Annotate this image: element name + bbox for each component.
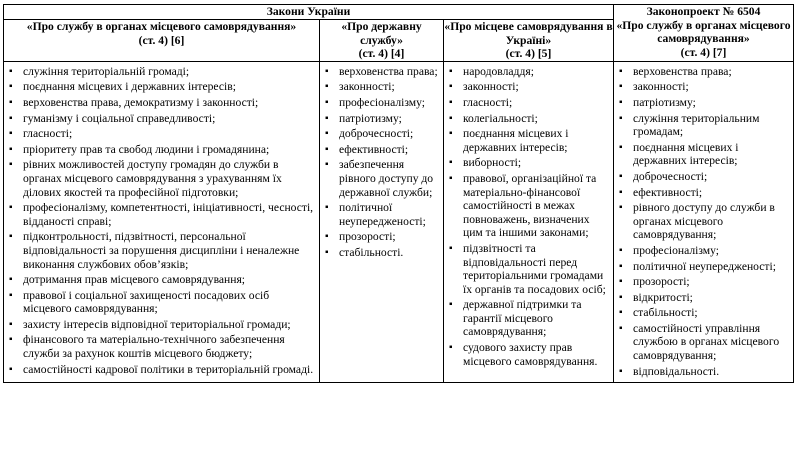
list-item: ▪ підконтрольності, підзвітності, персональної відповідальності за порушення дисципліни і неналежне виконання службових обов’язків; — [8, 230, 315, 271]
list-item: ▪ служіння територіальним громадам; — [618, 112, 791, 139]
list-item: ▪ гласності; — [448, 96, 609, 110]
group-header-row — [4, 5, 794, 20]
list-item: ▪ законності; — [618, 80, 791, 94]
list-item: ▪ гласності; — [8, 127, 315, 141]
list-item: ▪ самостійності управління службою в органах місцевого самоврядування; — [618, 322, 791, 363]
list-item: ▪ судового захисту прав місцевого самоврядування. — [448, 341, 609, 368]
list-item: ▪ колегіальності; — [448, 112, 609, 126]
principles-cell — [320, 61, 444, 382]
list-item: ▪ політичної неупередженості; — [324, 201, 439, 228]
list-item: ▪ верховенства права; — [324, 65, 439, 79]
list-item: ▪ захисту інтересів відповідної територіальної громади; — [8, 318, 315, 332]
list-item: ▪ професіоналізму; — [324, 96, 439, 110]
list-item: ▪ дотримання прав місцевого самоврядування; — [8, 273, 315, 287]
list-item: ▪ виборності; — [448, 156, 609, 170]
list-item: ▪ гуманізму і соціальної справедливості; — [8, 112, 315, 126]
column-article: (ст. 4) [6] — [138, 33, 185, 47]
list-item: ▪ доброчесності; — [324, 127, 439, 141]
list-item: ▪ верховенства права; — [618, 65, 791, 79]
list-item: ▪ правової і соціальної захищеності посадових осіб місцевого самоврядування; — [8, 289, 315, 316]
column-article: (ст. 4) [7] — [680, 45, 727, 59]
bill-number: Законопроект № 6504 — [646, 5, 761, 18]
list-item: ▪ поєднання місцевих і державних інтересів; — [448, 127, 609, 154]
principles-list — [320, 62, 443, 264]
list-item: ▪ патріотизму; — [324, 112, 439, 126]
column-title: «Про державну службу» — [341, 20, 422, 47]
list-item: ▪ законності; — [448, 80, 609, 94]
list-item: ▪ професіоналізму, компетентності, ініціативності, чесності, відданості справі; — [8, 201, 315, 228]
column-article: (ст. 4) [4] — [358, 47, 405, 61]
principles-cell — [614, 61, 794, 382]
list-item: ▪ рівних можливостей доступу громадян до служби в органах місцевого самоврядування з урахуванням їх ділових якостей та професійної підготовки; — [8, 158, 315, 199]
list-item: ▪ рівного доступу до служби в органах місцевого самоврядування; — [618, 201, 791, 242]
list-item: ▪ законності; — [324, 80, 439, 94]
list-item: ▪ відповідальності. — [618, 365, 791, 379]
list-item: ▪ державної підтримки та гарантії місцевого самоврядування; — [448, 298, 609, 339]
list-item: ▪ політичної неупередженості; — [618, 260, 791, 274]
list-item: ▪ відкритості; — [618, 291, 791, 305]
list-item: ▪ патріотизму; — [618, 96, 791, 110]
list-item: ▪ поєднання місцевих і державних інтересів; — [8, 80, 315, 94]
list-item: ▪ доброчесності; — [618, 170, 791, 184]
law-column-header — [444, 20, 614, 62]
bill-column-header — [614, 5, 794, 62]
list-item: ▪ забезпечення рівного доступу до державної служби; — [324, 158, 439, 199]
principles-list — [614, 62, 793, 382]
column-article: (ст. 4) [5] — [505, 47, 552, 61]
list-item: ▪ підзвітності та відповідальності перед територіальними громадами їх органів та посадових осіб; — [448, 242, 609, 296]
laws-group-header: Закони України — [4, 5, 614, 20]
list-item: ▪ прозорості; — [324, 230, 439, 244]
list-item: ▪ ефективності; — [618, 186, 791, 200]
list-item: ▪ народовладдя; — [448, 65, 609, 79]
principles-row — [4, 61, 794, 382]
list-item: ▪ служіння територіальній громаді; — [8, 65, 315, 79]
comparison-table — [3, 4, 794, 383]
list-item: ▪ ефективності; — [324, 143, 439, 157]
column-title: «Про місцеве самоврядування в Україні» — [444, 20, 613, 47]
principles-cell — [444, 61, 614, 382]
law-column-header — [320, 20, 444, 62]
list-item: ▪ пріоритету прав та свобод людини і громадянина; — [8, 143, 315, 157]
list-item: ▪ професіоналізму; — [618, 244, 791, 258]
list-item: ▪ самостійності кадрової політики в територіальній громаді. — [8, 363, 315, 377]
column-title: «Про службу в органах місцевого самоврядування» — [26, 20, 297, 33]
list-item: ▪ прозорості; — [618, 275, 791, 289]
list-item: ▪ верховенства права, демократизму і законності; — [8, 96, 315, 110]
principles-cell — [4, 61, 320, 382]
principles-list — [4, 62, 319, 380]
column-title: «Про службу в органах місцевого самоврядування» — [616, 18, 791, 46]
principles-list — [444, 62, 613, 372]
list-item: ▪ правової, організаційної та матеріально-фінансової самостійності в межах повноважень, визначених цим та іншими законами; — [448, 172, 609, 240]
list-item: ▪ фінансового та матеріально-технічного забезпечення служби за рахунок коштів місцевого бюджету; — [8, 333, 315, 360]
list-item: ▪ стабільності. — [324, 246, 439, 260]
law-column-header — [4, 20, 320, 62]
list-item: ▪ стабільності; — [618, 306, 791, 320]
list-item: ▪ поєднання місцевих і державних інтересів; — [618, 141, 791, 168]
